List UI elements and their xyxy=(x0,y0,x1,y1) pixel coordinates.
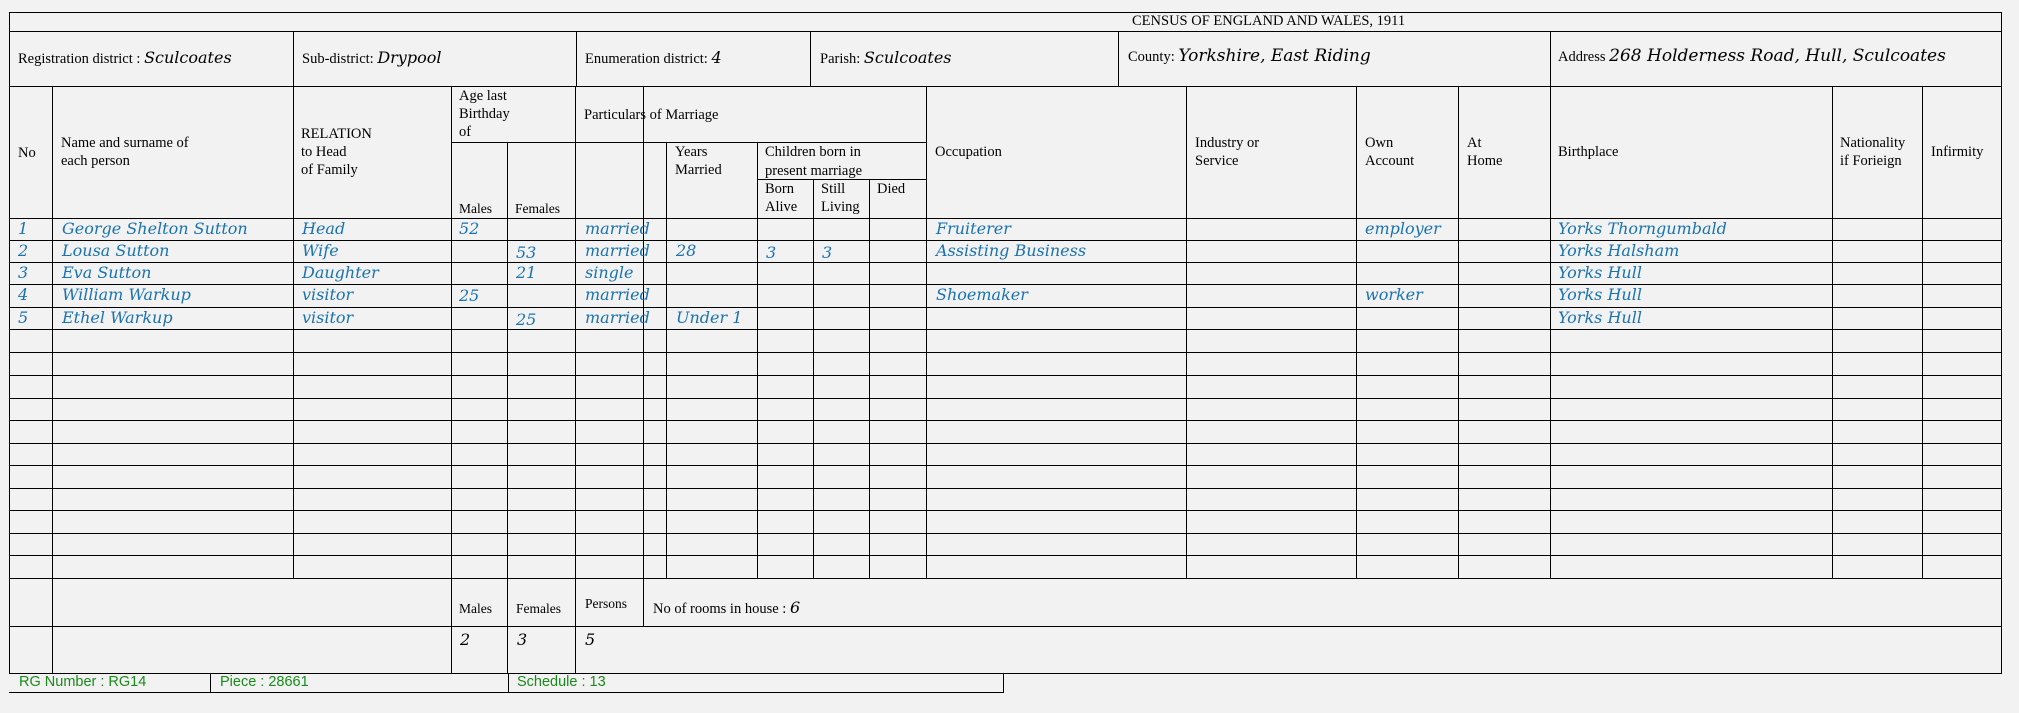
row-4-birthplace: Yorks Hull xyxy=(1558,285,1642,304)
row-1-name: George Shelton Sutton xyxy=(62,219,248,238)
row-4-marriage: married xyxy=(585,285,650,304)
row-4-no: 4 xyxy=(18,285,29,304)
header-females: Females xyxy=(515,201,560,216)
header-relation-line1: RELATION xyxy=(301,126,372,142)
county xyxy=(1128,48,1371,67)
schedule-number: Schedule : 13 xyxy=(517,674,606,690)
row-2-females: 53 xyxy=(516,243,537,262)
header-own-line2: Account xyxy=(1365,153,1415,169)
header-industry-line2: Service xyxy=(1195,153,1239,169)
totals-persons: 5 xyxy=(585,630,596,649)
header-own-line1: Own xyxy=(1365,135,1394,151)
enumeration-district-value: 4 xyxy=(711,48,722,67)
row-5-years-married: Under 1 xyxy=(676,308,743,327)
header-born-line1: Born xyxy=(765,181,794,197)
header-born-line2: Alive xyxy=(765,199,798,215)
header-males: Males xyxy=(459,201,492,216)
rg-number: RG Number : RG14 xyxy=(19,674,147,690)
parish-label: Parish: xyxy=(820,51,864,67)
header-years-line2: Married xyxy=(675,162,722,178)
row-2-no: 2 xyxy=(18,241,29,260)
parish-value: Sculcoates xyxy=(863,48,952,67)
row-2-still-living: 3 xyxy=(822,243,833,262)
row-3-no: 3 xyxy=(18,263,29,282)
header-age-line2: Birthday xyxy=(459,106,510,122)
header-children-line1: Children born in xyxy=(765,144,861,160)
row-5-no: 5 xyxy=(18,308,29,327)
totals-males-label: Males xyxy=(459,601,492,616)
row-3-relation: Daughter xyxy=(302,263,379,282)
rooms-value: 6 xyxy=(789,598,801,617)
header-years-line1: Years xyxy=(675,144,708,160)
row-3-name: Eva Sutton xyxy=(62,263,152,282)
row-1-own-account: employer xyxy=(1365,219,1441,238)
header-name-line1: Name and surname of xyxy=(61,135,189,151)
row-5-marriage: married xyxy=(585,308,650,327)
enumeration-district xyxy=(585,49,722,69)
row-5-name: Ethel Warkup xyxy=(62,308,173,327)
row-1-no: 1 xyxy=(18,219,29,238)
row-2-marriage: married xyxy=(585,241,650,260)
row-4-occupation: Shoemaker xyxy=(936,285,1028,304)
registration-district-value: Sculcoates xyxy=(144,48,232,67)
totals-persons-label: Persons xyxy=(585,596,628,611)
county-value: Yorkshire, East Riding xyxy=(1178,46,1371,66)
row-4-name: William Warkup xyxy=(62,285,191,304)
sub-district-value: Drypool xyxy=(377,48,442,67)
row-4-own-account: worker xyxy=(1365,285,1423,304)
row-1-occupation: Fruiterer xyxy=(936,219,1011,238)
rooms-label: No of rooms in house : xyxy=(653,601,790,617)
address-value: 268 Holderness Road, Hull, Sculcoates xyxy=(1609,46,1946,66)
row-4-relation: visitor xyxy=(302,285,354,304)
row-3-females: 21 xyxy=(516,263,537,282)
totals-females-label: Females xyxy=(516,601,561,616)
census-title: CENSUS OF ENGLAND AND WALES, 1911 xyxy=(1132,13,1406,29)
row-1-birthplace: Yorks Thorngumbald xyxy=(1558,219,1727,238)
totals-males: 2 xyxy=(460,630,471,649)
header-birthplace: Birthplace xyxy=(1558,144,1619,160)
header-relation-line2: to Head xyxy=(301,144,347,160)
header-nationality-line2: if Forieign xyxy=(1840,153,1902,169)
row-2-name: Lousa Sutton xyxy=(62,241,170,260)
row-2-birthplace: Yorks Halsham xyxy=(1558,241,1680,260)
header-nationality-line1: Nationality xyxy=(1840,135,1906,151)
header-age-line3: of xyxy=(459,124,472,140)
address xyxy=(1558,48,1946,67)
header-home-line1: At xyxy=(1467,135,1482,151)
row-4-males: 25 xyxy=(459,286,480,305)
header-still-line2: Living xyxy=(821,199,860,215)
row-2-occupation: Assisting Business xyxy=(936,241,1087,260)
sub-district-label: Sub-district: xyxy=(302,51,378,67)
row-5-relation: visitor xyxy=(302,308,354,327)
row-3-marriage: single xyxy=(585,263,634,282)
header-industry-line1: Industry or xyxy=(1195,135,1260,151)
row-5-birthplace: Yorks Hull xyxy=(1558,308,1642,327)
header-relation-line3: of Family xyxy=(301,162,358,178)
row-2-relation: Wife xyxy=(302,241,339,260)
row-1-marriage: married xyxy=(585,219,650,238)
piece-number: Piece : 28661 xyxy=(220,674,309,690)
row-3-birthplace: Yorks Hull xyxy=(1558,263,1642,282)
header-name-line2: each person xyxy=(61,153,130,169)
address-label: Address xyxy=(1558,49,1610,65)
header-marriage: Particulars of Marriage xyxy=(584,107,719,123)
header-age-line1: Age last xyxy=(459,88,507,104)
header-home-line2: Home xyxy=(1467,153,1503,169)
header-no: No xyxy=(18,145,36,161)
row-1-relation: Head xyxy=(302,219,346,238)
registration-district xyxy=(18,49,232,69)
row-2-years-married: 28 xyxy=(676,241,697,260)
header-children-line2: present marriage xyxy=(765,163,863,179)
header-died: Died xyxy=(877,181,906,197)
enumeration-district-label: Enumeration district: xyxy=(585,51,712,67)
totals-females: 3 xyxy=(517,630,528,649)
header-still-line1: Still xyxy=(821,181,846,197)
row-1-males: 52 xyxy=(459,219,480,238)
sub-district xyxy=(302,49,441,69)
county-label: County: xyxy=(1128,49,1179,65)
rooms-in-house xyxy=(653,599,800,619)
header-occupation: Occupation xyxy=(935,144,1002,160)
header-infirmity: Infirmity xyxy=(1931,144,1984,160)
registration-district-label: Registration district : xyxy=(18,51,145,67)
parish xyxy=(820,49,952,69)
row-5-females: 25 xyxy=(516,310,537,329)
row-2-born-alive: 3 xyxy=(766,243,777,262)
